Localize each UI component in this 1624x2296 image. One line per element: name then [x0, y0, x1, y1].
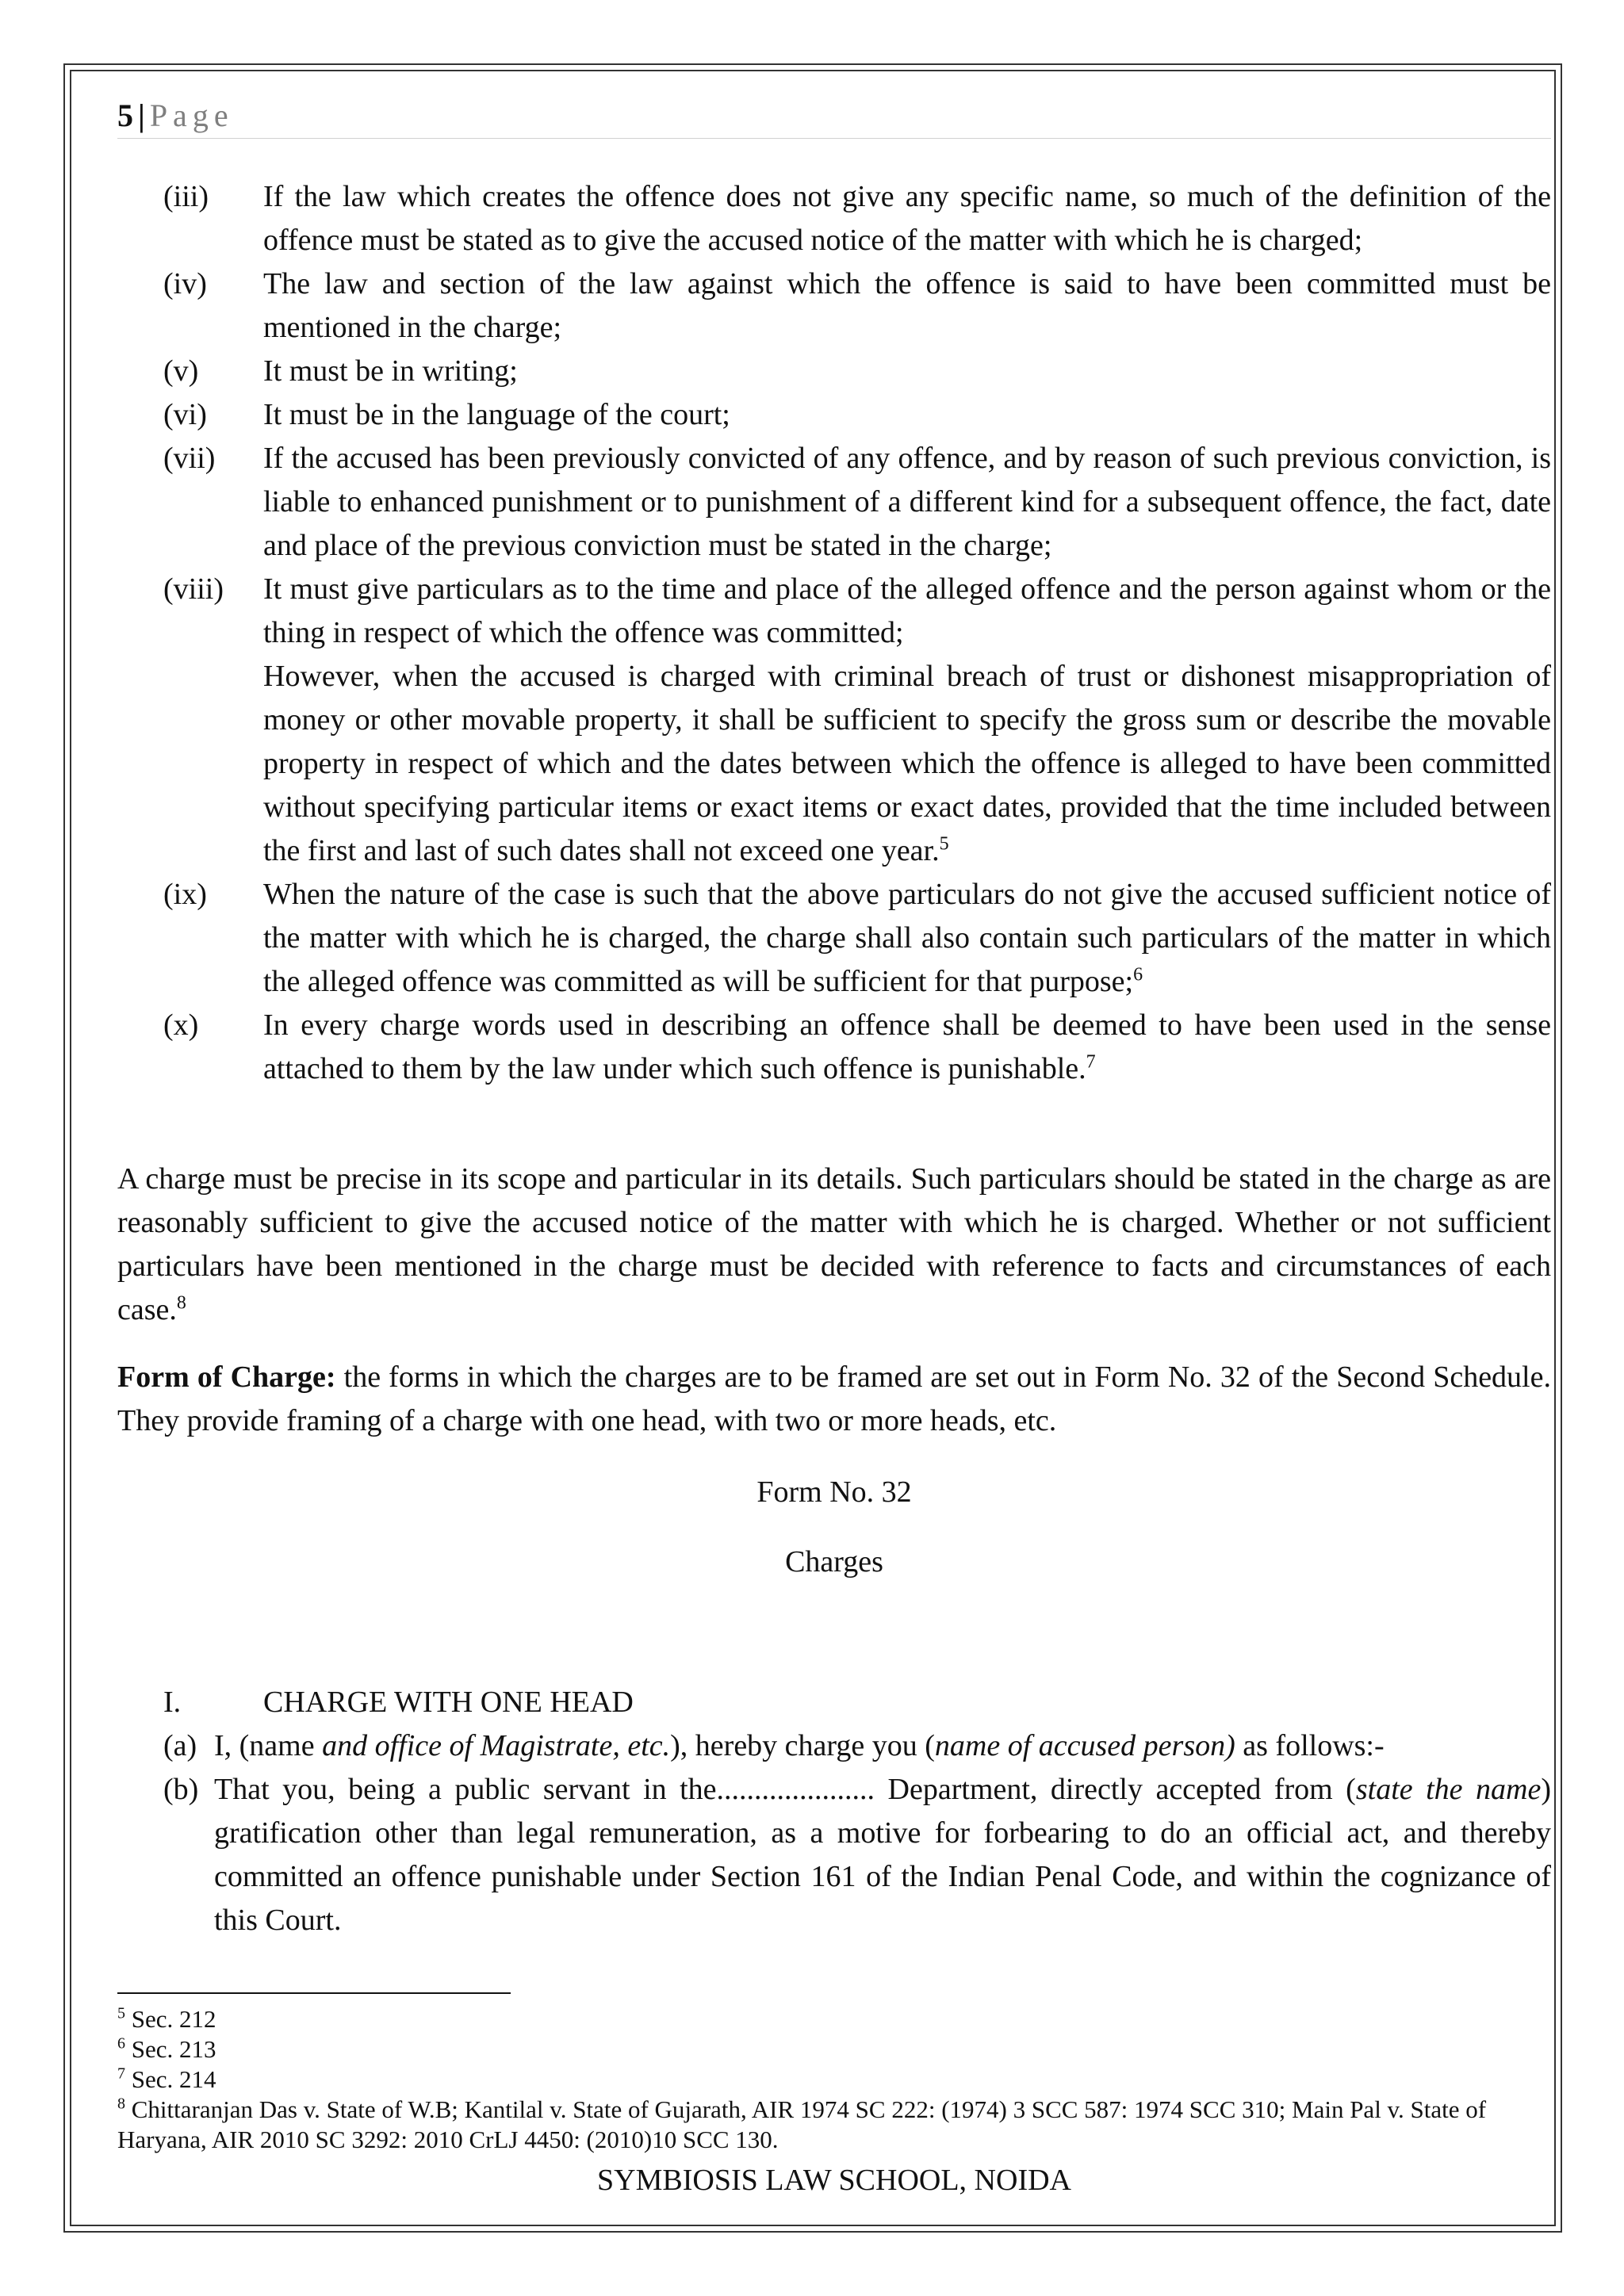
footnotes [117, 2004, 1545, 2155]
page-footer: SYMBIOSIS LAW SCHOOL, NOIDA [597, 2164, 1071, 2197]
footnote [117, 2034, 1545, 2064]
list-item-number: (ix) [163, 878, 207, 911]
list-item-body [263, 873, 1551, 1004]
footnote-text: Sec. 214 [125, 2065, 216, 2093]
list-item-number: (vii) [163, 442, 216, 475]
page-header [117, 94, 1551, 139]
form-title: Form No. 32 [756, 1475, 912, 1509]
footnote-number: 7 [117, 2064, 125, 2083]
clause-text: as follows:- [1235, 1729, 1385, 1762]
footnote-text: Sec. 212 [125, 2005, 216, 2033]
footnote-text: Chittaranjan Das v. State of W.B; Kantilal v. State of Gujarath, AIR 1974 SC 222: (1974) 3 SCC 587: 1974 SCC 310; Main Pal v. State of Haryana, AIR 2010 SC 3292: 2010 CrLJ 4450: (2010)10 SCC 130. [117, 2095, 1487, 2153]
footnote-ref[interactable]: 7 [1086, 1051, 1096, 1073]
list-item [163, 393, 1551, 437]
charge-heading-number: I. [163, 1686, 182, 1719]
list-item [163, 350, 1551, 393]
footnote [117, 2064, 1545, 2095]
list-item-text: When the nature of the case is such that the above particulars do not give the accused sufficient notice of the matter with which he is charged, the charge shall also contain such particulars of the matter in which the alleged offence was committed as will be sufficient for that purpose; [263, 878, 1551, 998]
list-item [163, 1004, 1551, 1091]
list-item-text: If the accused has been previously convicted of any offence, and by reason of such previous conviction, is liable to enhanced punishment or to punishment of a different kind for a subsequent offence, the fact, date and place of the previous conviction must be stated in the charge; [263, 442, 1551, 562]
charge-heading-text: CHARGE WITH ONE HEAD [263, 1686, 634, 1719]
header-separator: | [138, 98, 145, 133]
clause-text: That you, being a public servant in the..................... Department, directly accepted from ( [214, 1773, 1356, 1806]
footnote-number: 6 [117, 2034, 125, 2053]
footnote-separator [117, 1992, 511, 1994]
clause-number: (b) [163, 1773, 199, 1806]
form-subtitle: Charges [785, 1545, 883, 1578]
footnote-number: 5 [117, 2004, 125, 2022]
list-item [163, 262, 1551, 350]
list-item-text: If the law which creates the offence does not give any specific name, so much of the definition of the offence must be stated as to give the accused notice of the matter with which he is charged; [263, 180, 1551, 257]
list-item-text: The law and section of the law against which the offence is said to have been committed must be mentioned in the charge; [263, 267, 1551, 344]
page-number: 5 [117, 98, 133, 133]
list-item-text: It must be in writing; [263, 354, 518, 388]
footnote [117, 2004, 1545, 2034]
charge-clauses [163, 1724, 1551, 1942]
clause-italic: state the name [1355, 1773, 1542, 1806]
list-item [163, 873, 1551, 1004]
clause-italic: name of accused person) [934, 1729, 1235, 1762]
charge-requirements-list [163, 175, 1551, 1091]
list-item-number: (x) [163, 1008, 199, 1042]
list-item-number: (iv) [163, 267, 207, 300]
clause-italic: and office of Magistrate, etc. [322, 1729, 671, 1762]
list-item-text: It must give particulars as to the time and place of the alleged offence and the person against whom or the thing in respect of which the offence was committed; [263, 572, 1551, 649]
list-item-body [263, 1004, 1551, 1091]
paragraph-precision [117, 1158, 1551, 1332]
list-item-number: (vi) [163, 398, 207, 431]
paragraph-text: the forms in which the charges are to be framed are set out in Form No. 32 of the Second Schedule. They provide framing of a charge with one head, with two or more heads, etc. [117, 1360, 1551, 1437]
footnote-text: Sec. 213 [125, 2035, 216, 2063]
footnote-ref[interactable]: 8 [176, 1292, 186, 1314]
list-item-text: In every charge words used in describing an offence shall be deemed to have been used in the sense attached to them by the law under which such offence is punishable. [263, 1008, 1551, 1085]
footnote [117, 2095, 1545, 2155]
paragraph-text: A charge must be precise in its scope and particular in its details. Such particulars should be stated in the charge as are reasonably sufficient to give the accused notice of the matter with which he is charged. Whether or not sufficient particulars have been mentioned in the charge must be decided with reference to facts and circumstances of each case. [117, 1162, 1551, 1326]
list-item-number: (iii) [163, 180, 209, 213]
footnote-ref[interactable]: 6 [1133, 964, 1143, 985]
clause-text: I, (name [214, 1729, 323, 1762]
paragraph-heading: Form of Charge: [117, 1360, 336, 1394]
charge-clause [163, 1768, 1551, 1942]
charge-heading [163, 1681, 634, 1724]
list-item [163, 175, 1551, 262]
clause-text: ) gratification other than legal remuneration, as a motive for forbearing to do an official act, and thereby committed an offence punishable under Section 161 of the Indian Penal Code, and within the cognizance of this Court. [214, 1773, 1551, 1937]
list-item-proviso [263, 655, 1551, 873]
footnote-ref[interactable]: 5 [939, 833, 949, 855]
page-label: Page [149, 98, 234, 133]
list-item-proviso-text: However, when the accused is charged with criminal breach of trust or dishonest misappropriation of money or other movable property, it shall be sufficient to specify the gross sum or describe the movable property in respect of which and the dates between which the offence is alleged to have been committed without specifying particular items or exact items or exact dates, provided that the time included between the first and last of such dates shall not exceed one year. [263, 660, 1551, 867]
list-item [163, 437, 1551, 568]
paragraph-form-of-charge [117, 1356, 1551, 1443]
list-item [163, 568, 1551, 873]
list-item-number: (v) [163, 354, 199, 388]
clause-text: ), hereby charge you ( [670, 1729, 935, 1762]
charge-clause [163, 1724, 1551, 1768]
clause-number: (a) [163, 1729, 197, 1762]
footnote-number: 8 [117, 2095, 125, 2113]
list-item-number: (viii) [163, 572, 224, 606]
list-item-text: It must be in the language of the court; [263, 398, 730, 431]
